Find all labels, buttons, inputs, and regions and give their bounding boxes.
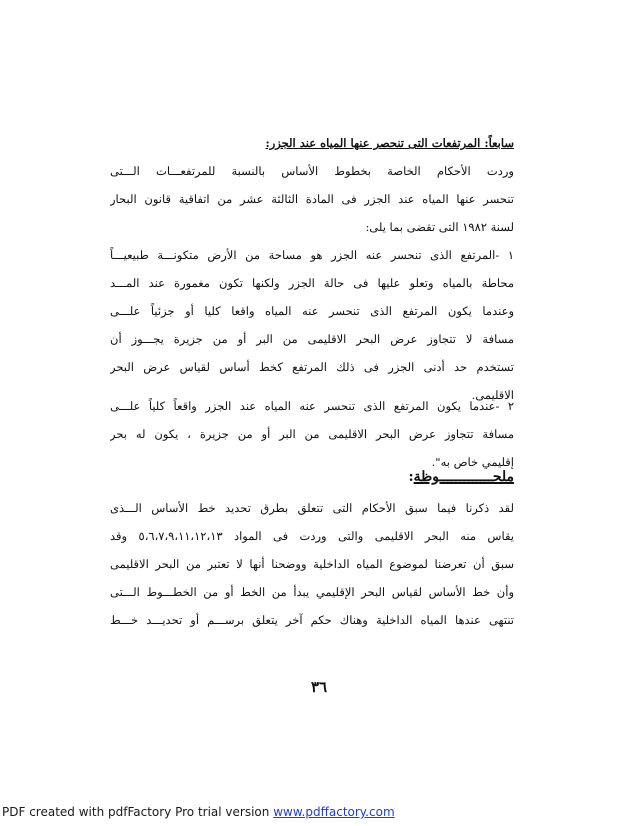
item-1-line: ١ -المرتفع الذى تنحسر عنه الجزر هو مساحة من الأرض متكونـــة طبيعيـــاً	[110, 248, 514, 262]
page-number: ٣٦	[310, 678, 328, 696]
item-2-line: إقليمي خاص به".	[431, 455, 514, 469]
section-heading: سابعاً: المرتفعات التى تنحصر عنها المياه عند الجزر:	[265, 136, 514, 150]
item-1-line: وعندما يكون المرتفع الذى تنحسر عنه المياه واقعا كليا أو جزئياً علـــى	[110, 304, 514, 318]
item-2-line: مسافة تتجاوز عرض البحر الاقليمى من البر أو من جزيرة ، يكون له بحر	[110, 427, 514, 441]
item-1-line: مسافة لا تتجاوز عرض البحر الاقليمى من البر أو من جزيرة يجـــوز أن	[110, 332, 514, 346]
note-block	[110, 494, 514, 634]
section-block	[110, 129, 514, 241]
note-heading	[408, 463, 514, 491]
note-line: يقاس منه البحر الاقليمى والتى وردت فى المواد ٥،٦،٧،٩،١١،١٢،١٣ وقد	[110, 529, 514, 543]
pdf-footer	[2, 805, 395, 819]
note-line: سبق أن تعرضنا لموضوع المياه الداخلية ووضحنا أنها لا تعتبر من البحر الاقليمى	[110, 557, 514, 571]
paragraph-line: لسنة ١٩٨٢ التى تقضى بما يلى:	[365, 220, 514, 234]
paragraph-line: تنحسر عنها المياه عند الجزر فى المادة الثالثة عشر من اتفاقية قانون البحار	[110, 192, 514, 206]
footer-text: PDF created with pdfFactory Pro trial version	[2, 805, 274, 819]
item-1-line: محاطة بالمياه وتعلو عليها فى حالة الجزر ولكنها تكون مغمورة عند المـــد	[110, 276, 514, 290]
item-1-line: تستخدم حد أدنى الجزر فى ذلك المرتفع كخط أساس لقياس عرض البحر	[110, 360, 514, 374]
item-2-line: ٢ -عندما يكون المرتفع الذى تنحسر عنه المياه عند الجزر واقعاً كلياً علـــى	[110, 399, 514, 413]
item-1-block	[110, 241, 514, 409]
item-1-line: الاقليمى.	[471, 388, 514, 402]
note-heading-word: ملحـــــــــــــوظة	[413, 469, 514, 485]
footer-link[interactable]: www.pdffactory.com	[273, 805, 395, 819]
note-line: لقد ذكرنا فيما سبق الأحكام التى تتعلق بطرق تحديد خط الأساس الـــذى	[110, 501, 514, 515]
note-heading-colon: :	[408, 469, 414, 485]
note-line: تنتهى عندها المياه الداخلية وهناك حكم آخر يتعلق برســـم أو تحديـــد خـــط	[110, 613, 514, 627]
note-line: وأن خط الأساس لقياس البحر الإقليمي يبدأ من الخط أو من الخطـــوط الـــتى	[110, 585, 514, 599]
paragraph-line: وردت الأحكام الخاصة بخطوط الأساس بالنسبة للمرتفعـــات الـــتى	[110, 164, 514, 178]
